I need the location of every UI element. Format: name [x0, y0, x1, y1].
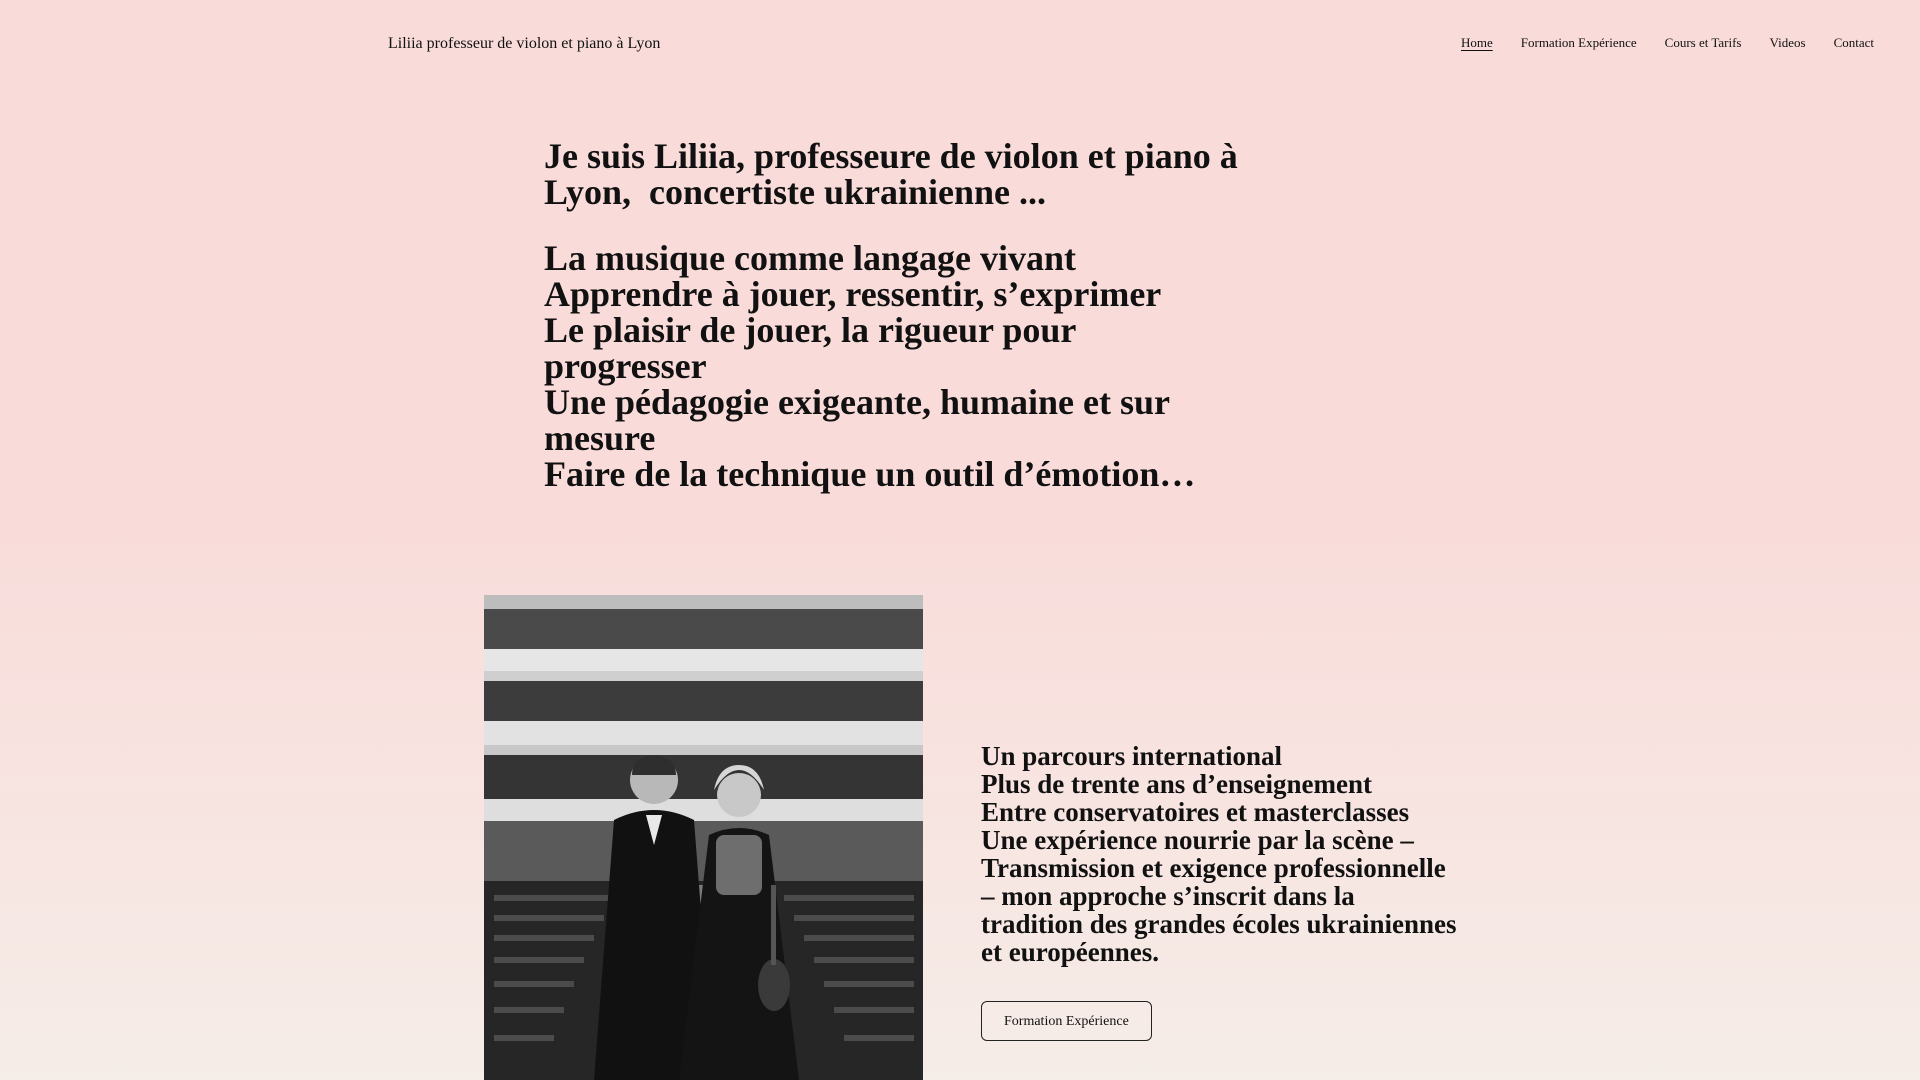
nav-contact[interactable]: Contact [1833, 35, 1874, 50]
intro-line: Une pédagogie exigeante, humaine et sur mesure [544, 382, 1170, 458]
parcours-line: Entre conservatoires et masterclasses [981, 797, 1410, 827]
intro-section [544, 138, 1264, 492]
nav-cours-tarifs[interactable]: Cours et Tarifs [1664, 35, 1742, 50]
parcours-section [981, 742, 1461, 966]
parcours-line: Une expérience nourrie par la scène – Transmission et exigence professionnelle – mon approche s’inscrit dans la tradition des grandes écoles ukrainiennes et européennes. [981, 825, 1457, 967]
nav-formation-experience[interactable]: Formation Expérience [1520, 35, 1637, 50]
parcours-line: Un parcours international [981, 741, 1283, 771]
intro-line: Faire de la technique un outil d’émotion… [544, 454, 1196, 494]
concert-hall-photo [484, 595, 923, 1080]
intro-lines [544, 240, 1244, 492]
nav-videos[interactable]: Videos [1769, 35, 1806, 50]
intro-line: Le plaisir de jouer, la rigueur pour progresser [544, 310, 1076, 386]
parcours-line: Plus de trente ans d’enseignement [981, 769, 1372, 799]
intro-line: La musique comme langage vivant [544, 238, 1077, 278]
nav-home[interactable]: Home [1460, 35, 1493, 50]
intro-heading: Je suis Liliia, professeure de violon et piano à Lyon, concertiste ukrainienne ... [544, 136, 1247, 212]
formation-experience-button[interactable]: Formation Expérience [981, 1001, 1152, 1041]
site-title[interactable]: Liliia professeur de violon et piano à Lyon [388, 35, 661, 52]
intro-line: Apprendre à jouer, ressentir, s’exprimer [544, 274, 1162, 314]
main-nav [1461, 34, 1874, 52]
